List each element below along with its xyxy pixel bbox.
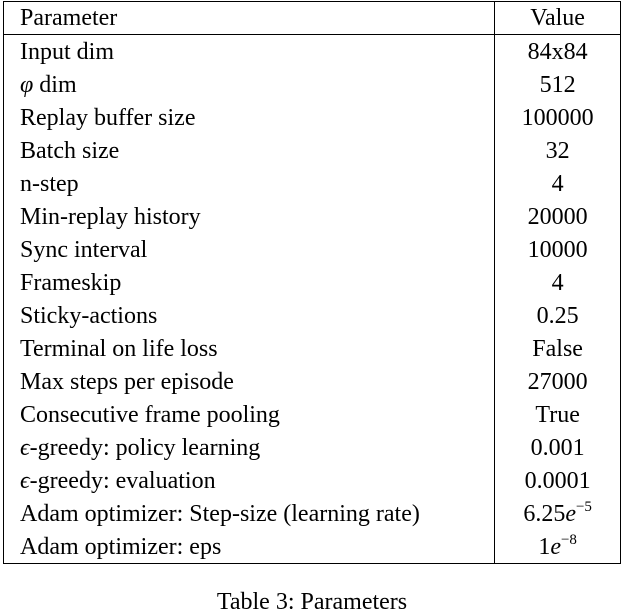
value-cell: 10000 — [495, 233, 621, 266]
value-base: 6.25 — [523, 500, 566, 527]
value-cell: 4 — [495, 167, 621, 200]
table-row — [4, 398, 621, 431]
param-text: -greedy: policy learning — [29, 434, 261, 461]
param-cell: Frameskip — [4, 266, 495, 299]
value-cell — [495, 497, 621, 530]
value-cell: 84x84 — [495, 35, 621, 69]
value-cell: 4 — [495, 266, 621, 299]
table-row — [4, 497, 621, 530]
value-exponent: −5 — [575, 498, 592, 515]
parameters-table-container — [3, 1, 621, 564]
param-cell: Sticky-actions — [4, 299, 495, 332]
table-row — [4, 530, 621, 564]
param-text: dim — [33, 71, 77, 98]
value-base: 1 — [538, 533, 551, 560]
table-row — [4, 299, 621, 332]
param-cell — [4, 68, 495, 101]
param-cell: Max steps per episode — [4, 365, 495, 398]
table-row — [4, 200, 621, 233]
epsilon-symbol: ϵ — [20, 434, 30, 461]
table-row — [4, 134, 621, 167]
table-row — [4, 35, 621, 69]
value-cell: False — [495, 332, 621, 365]
value-var: e — [565, 500, 576, 527]
table-row — [4, 167, 621, 200]
header-value: Value — [495, 2, 621, 35]
value-cell: 32 — [495, 134, 621, 167]
param-cell: Input dim — [4, 35, 495, 69]
phi-symbol: φ — [20, 71, 34, 98]
table-header-row — [4, 2, 621, 35]
param-cell: Sync interval — [4, 233, 495, 266]
value-cell: 512 — [495, 68, 621, 101]
table-row — [4, 101, 621, 134]
table-row — [4, 68, 621, 101]
param-cell: Batch size — [4, 134, 495, 167]
table-row — [4, 365, 621, 398]
param-cell: Terminal on life loss — [4, 332, 495, 365]
param-cell: Consecutive frame pooling — [4, 398, 495, 431]
param-cell: Adam optimizer: Step-size (learning rate) — [4, 497, 495, 530]
table-row — [4, 332, 621, 365]
value-cell: 100000 — [495, 101, 621, 134]
table-row — [4, 233, 621, 266]
value-cell: 0.001 — [495, 431, 621, 464]
param-cell: Min-replay history — [4, 200, 495, 233]
value-cell: True — [495, 398, 621, 431]
value-cell — [495, 530, 621, 564]
epsilon-symbol: ϵ — [20, 467, 30, 494]
header-parameter: Parameter — [4, 2, 495, 35]
table-row — [4, 464, 621, 497]
table-row — [4, 431, 621, 464]
value-cell: 27000 — [495, 365, 621, 398]
value-exponent: −8 — [560, 531, 577, 548]
value-cell: 20000 — [495, 200, 621, 233]
value-cell: 0.0001 — [495, 464, 621, 497]
parameters-table — [3, 1, 621, 564]
table-caption: Table 3: Parameters — [216, 589, 408, 615]
table-row — [4, 266, 621, 299]
param-cell: n-step — [4, 167, 495, 200]
param-text: -greedy: evaluation — [29, 467, 216, 494]
param-cell: Adam optimizer: eps — [4, 530, 495, 564]
param-cell: Replay buffer size — [4, 101, 495, 134]
param-cell — [4, 431, 495, 464]
value-cell: 0.25 — [495, 299, 621, 332]
param-cell — [4, 464, 495, 497]
value-var: e — [550, 533, 561, 560]
